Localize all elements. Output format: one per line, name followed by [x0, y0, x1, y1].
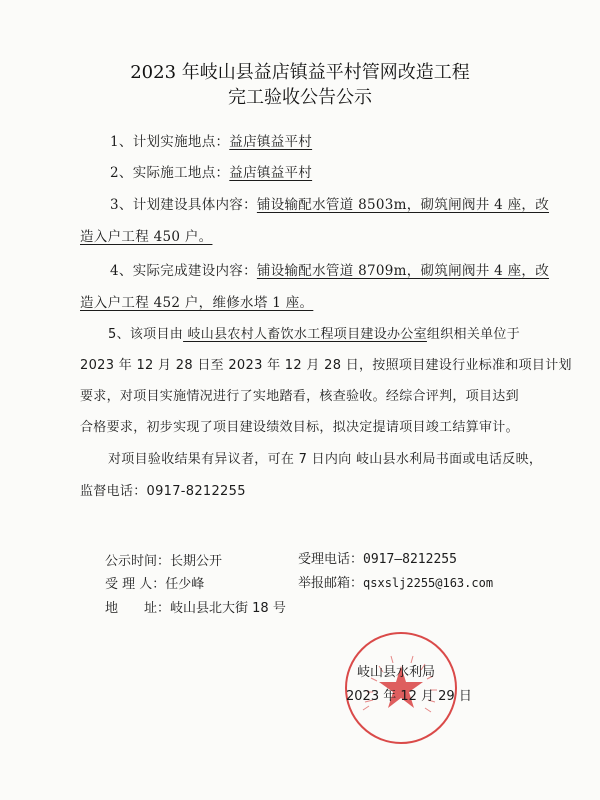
title-line-2: 完工验收公告公示 [228, 87, 372, 108]
handler [105, 576, 204, 594]
item-2-label: 2、实际施工地点： [110, 165, 230, 181]
publicity-time-label: 公示时间： [105, 554, 171, 569]
report-email-value: qsxslj2255@163.com [363, 576, 494, 590]
item-5-suffix: 组织相关单位于 [426, 327, 521, 342]
report-email [298, 574, 493, 593]
publicity-time [105, 553, 222, 571]
item-3-value-1: 铺设输配水管道 8503m，砌筑闸阀井 4 座，改 [256, 197, 550, 213]
handler-value: 任少峰 [165, 577, 205, 592]
item-1-value: 益店镇益平村 [229, 134, 313, 150]
address [105, 600, 286, 618]
item-4-label: 4、实际完成建设内容： [110, 263, 257, 279]
item-1-label: 1、计划实施地点： [110, 134, 230, 150]
handler-label: 受 理 人： [105, 577, 166, 592]
item-4-value-2: 造入户工程 452 户，维修水塔 1 座。 [80, 295, 314, 311]
item-3-line-2 [80, 227, 212, 247]
item-3-label: 3、计划建设具体内容： [110, 197, 257, 213]
item-4-value-1: 铺设输配水管道 8709m，砌筑闸阀井 4 座，改 [256, 263, 550, 279]
issuer-name: 岐山县水利局 [357, 665, 436, 680]
acceptance-phone-value: 0917—8212255 [363, 552, 457, 567]
address-value: 岐山县北大街 18 号 [170, 601, 286, 616]
supervision-phone: 监督电话：0917-8212255 [80, 484, 246, 499]
report-email-label: 举报邮箱： [298, 576, 364, 591]
title-line-1: 2023 年岐山县益店镇益平村管网改造工程 [130, 62, 470, 83]
item-2 [110, 163, 312, 183]
item-5-line-1 [108, 325, 520, 345]
item-5-org: 岐山县农村人畜饮水工程项目建设办公室 [183, 327, 427, 342]
acceptance-phone [298, 551, 457, 569]
item-4-line-2 [80, 293, 313, 313]
item-2-value: 益店镇益平村 [229, 165, 313, 181]
item-3-line-1 [110, 195, 549, 215]
objection-line-1: 对项目验收结果有异议者，可在 7 日内向 岐山县水利局书面或电话反映， [108, 452, 543, 467]
publicity-time-value: 长期公开 [170, 554, 223, 569]
item-3-value-2: 造入户工程 450 户。 [80, 229, 213, 245]
item-5-line-4: 合格要求，初步实现了项目建设绩效目标，拟决定提请项目竣工结算审计。 [80, 420, 519, 435]
item-5-prefix: 5、该项目由 [108, 327, 184, 342]
address-label: 地 址： [105, 601, 171, 616]
item-5-line-3: 要求，对项目实施情况进行了实地踏看，核查验收。经综合评判，项目达到 [80, 389, 519, 404]
acceptance-phone-label: 受理电话： [298, 552, 364, 567]
item-1 [110, 132, 312, 152]
item-4-line-1 [110, 261, 549, 281]
issue-date: 2023 年 12 月 29 日 [346, 689, 472, 704]
item-5-line-2: 2023 年 12 月 28 日至 2023 年 12 月 28 日，按照项目建设行业标准和项目计划 [80, 358, 572, 373]
